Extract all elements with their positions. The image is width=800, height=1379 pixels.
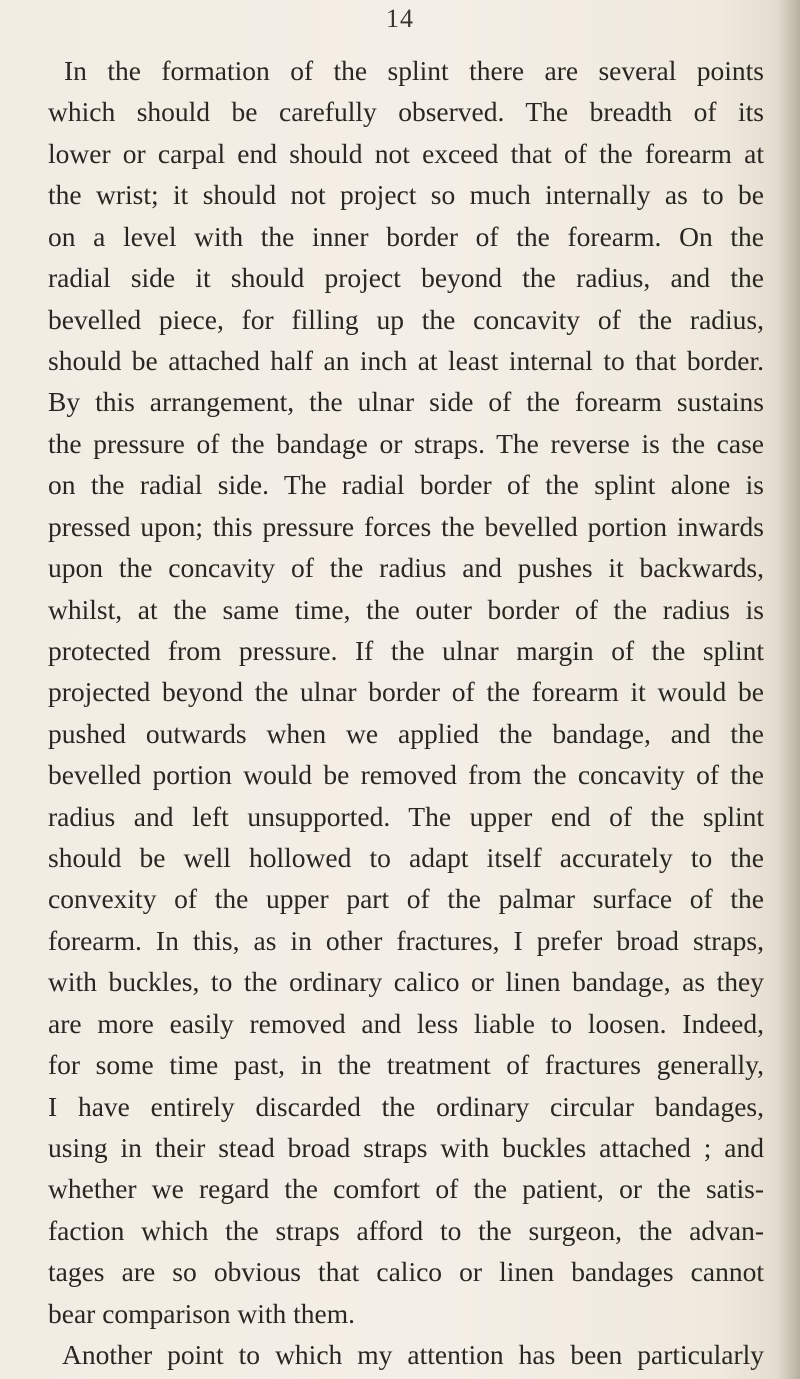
text-line: should be well hollowed to adapt itself accurately to the xyxy=(48,842,764,873)
text-line: the pressure of the bandage or straps. The reverse is the case xyxy=(48,427,764,459)
text-line: faction which the straps afford to the surgeon, the advan- xyxy=(48,1214,764,1246)
text-line: the wrist; it should not project so much internally as to be xyxy=(48,179,764,211)
text-line: radial side it should project beyond the radius, and the xyxy=(48,262,764,294)
text-line: upon the concavity of the radius and pushes it backwards, xyxy=(48,552,764,583)
text-line: bevelled piece, for filling up the concavity of the radius, xyxy=(48,303,764,335)
text-line: I have entirely discarded the ordinary circular bandages, xyxy=(48,1090,764,1122)
text-line: pushed outwards when we applied the bandage, and the xyxy=(48,717,764,749)
text-line: with buckles, to the ordinary calico or linen bandage, as they xyxy=(48,966,764,998)
text-line: using in their stead broad straps with buckles attached ; and xyxy=(48,1131,764,1163)
text-line: for some time past, in the treatment of fractures generally, xyxy=(48,1049,764,1081)
text-line: on the radial side. The radial border of the splint alone is xyxy=(48,469,764,501)
text-line: By this arrangement, the ulnar side of the forearm sustains xyxy=(48,386,764,418)
text-line: tages are so obvious that calico or linen bandages cannot xyxy=(48,1256,764,1288)
text-line: Another point to which my attention has been particularly xyxy=(62,1339,764,1370)
text-line: lower or carpal end should not exceed that of the forearm at xyxy=(48,137,764,169)
text-line: are more easily removed and less liable to loosen. Indeed, xyxy=(48,1007,764,1039)
text-line: protected from pressure. If the ulnar margin of the splint xyxy=(48,634,764,666)
text-line: projected beyond the ulnar border of the forearm it would be xyxy=(48,676,764,708)
text-line: whether we regard the comfort of the patient, or the satis- xyxy=(48,1173,764,1205)
page-number: 14 xyxy=(386,4,414,33)
text-line: convexity of the upper part of the palmar surface of the xyxy=(48,883,764,915)
text-line: forearm. In this, as in other fractures, I prefer broad straps, xyxy=(48,924,764,956)
text-line: bevelled portion would be removed from the concavity of the xyxy=(48,759,764,791)
text-line: whilst, at the same time, the outer border of the radius is xyxy=(48,593,764,625)
text-line: bear comparison with them. xyxy=(48,1297,355,1329)
text-line: should be attached half an inch at least internal to that border. xyxy=(48,344,764,376)
text-line: In the formation of the splint there are several points xyxy=(64,55,764,86)
text-line: pressed upon; this pressure forces the bevelled portion inwards xyxy=(48,510,764,542)
text-line: which should be carefully observed. The breadth of its xyxy=(48,96,764,128)
page-edge-shadow xyxy=(778,0,800,1379)
text-line: on a level with the inner border of the forearm. On the xyxy=(48,220,764,252)
text-line: radius and left unsupported. The upper end of the splint xyxy=(48,800,764,832)
